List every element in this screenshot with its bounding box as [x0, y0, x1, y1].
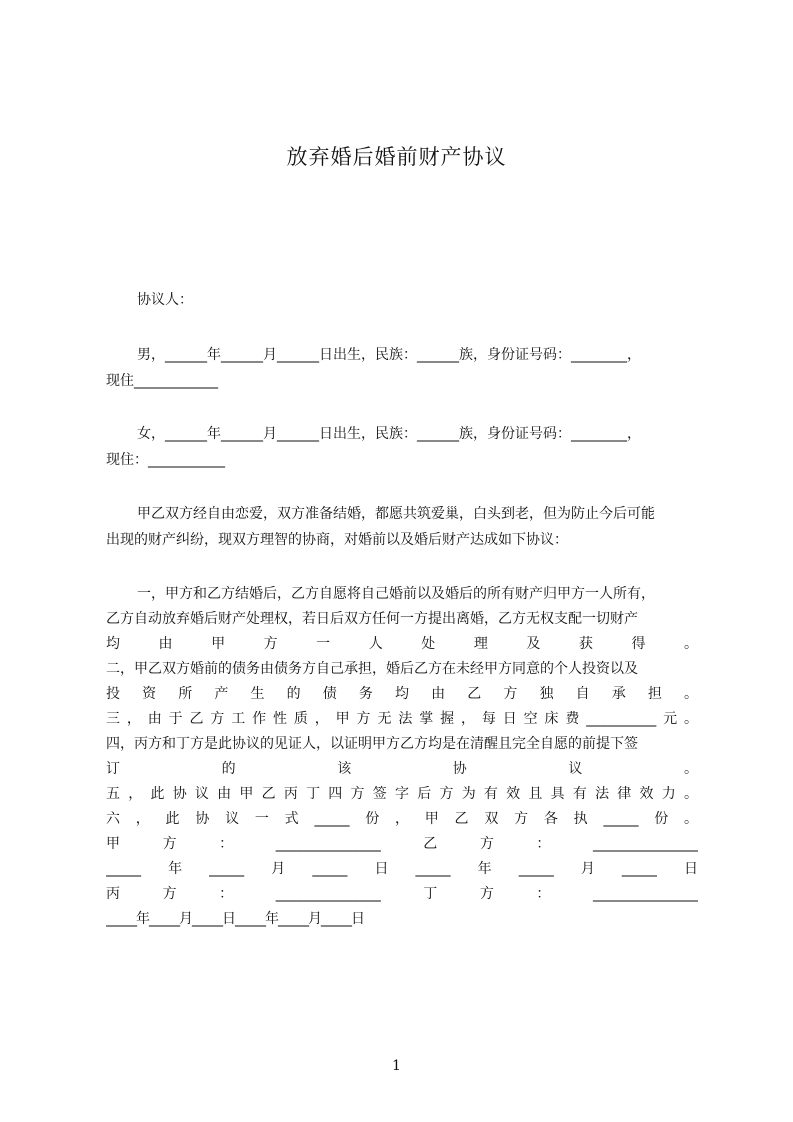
female-party-line: 女，______年______月______日出生，民族：______族，身份证号码：________，: [137, 426, 641, 442]
female-address-line: 现住：___________: [106, 452, 225, 468]
signature-date-c-d: _____年_____月_____日_____年_____月_____日: [106, 911, 364, 927]
clause-2-line-2: 投 资 所 产 生 的 债 务 均 由 乙 方 独 自 承 担 。: [106, 686, 698, 702]
clause-2-line-1: 二，甲乙双方婚前的债务由债务方自己承担，婚后乙方在未经甲方同意的个人投资以及: [106, 661, 638, 677]
clause-3: 三，由于乙方工作性质，甲方无法掌握，每日空床费__________元。: [106, 711, 698, 727]
male-party-line: 男，______年______月______日出生，民族：______族，身份证号码：________，: [137, 347, 641, 363]
document-title: 放弃婚后婚前财产协议: [286, 145, 507, 169]
signature-date-a-b: _____年_____月_____日_____年_____月_____日: [106, 861, 698, 877]
preamble-line-1: 甲乙双方经自由恋爱，双方准备结婚，都愿共筑爱巢，白头到老，但为防止今后可能: [137, 506, 655, 522]
signature-party-c-d: 丙方：_______________丁方：_______________: [106, 886, 698, 902]
signature-party-a-b: 甲方：_______________乙方：_______________: [106, 836, 698, 852]
clause-1-line-1: 一，甲方和乙方结婚后，乙方自愿将自己婚前以及婚后的所有财产归甲方一人所有，: [137, 586, 655, 602]
clause-1-line-3: 均 由 甲 方 一 人 处 理 及 获 得 。: [106, 636, 698, 652]
clause-4-line-1: 四，丙方和丁方是此协议的见证人，以证明甲方乙方均是在清醒且完全自愿的前提下签: [106, 736, 638, 752]
clause-5: 五，此协议由甲乙丙丁四方签字后方为有效且具有法律效力。: [106, 786, 698, 802]
clause-1-line-2: 乙方自动放弃婚后财产处理权，若日后双方任何一方提出离婚，乙方无权支配一切财产: [106, 611, 638, 627]
male-address-line: 现住____________: [106, 373, 218, 389]
parties-label: 协议人：: [137, 292, 193, 308]
preamble-line-2: 出现的财产纠纷，现双方理智的协商，对婚前以及婚后财产达成如下协议：: [106, 532, 568, 548]
clause-6: 六，此协议一式_____份，甲乙双方各执_____份。: [106, 811, 698, 827]
page-number: 1: [392, 1058, 401, 1074]
clause-4-line-2: 订 的 该 协 议 。: [106, 761, 698, 777]
